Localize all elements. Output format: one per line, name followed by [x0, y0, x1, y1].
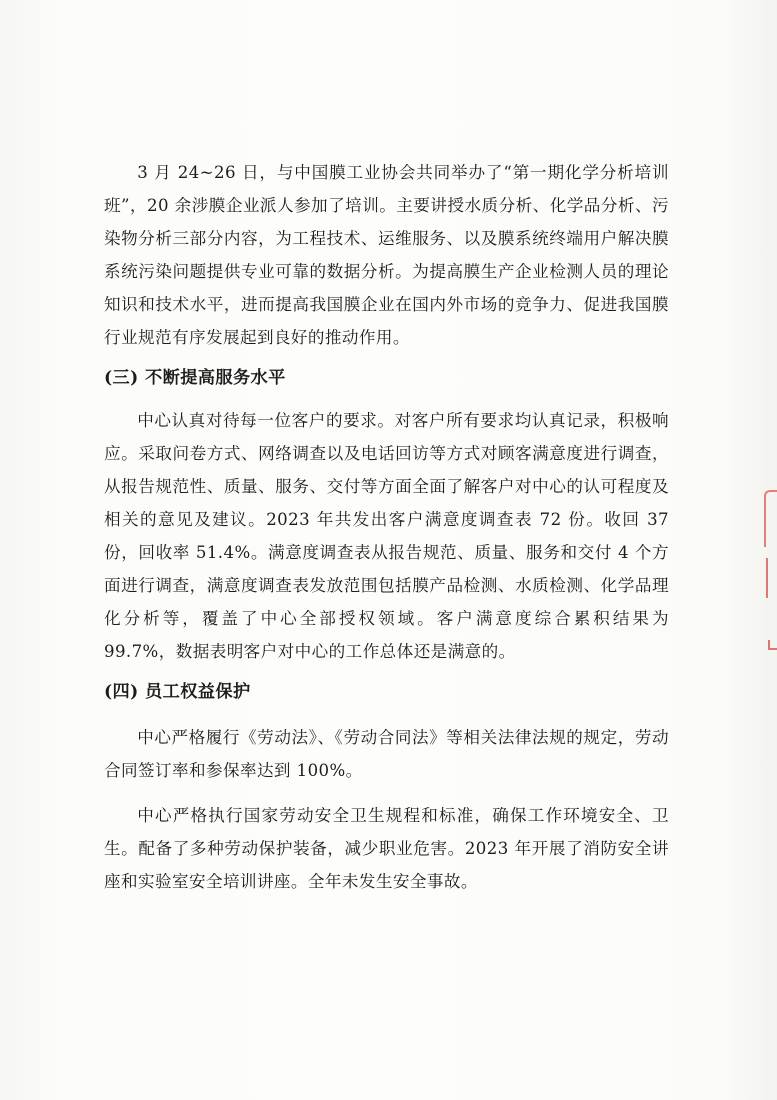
section-heading-service-level: (三) 不断提高服务水平 [104, 368, 286, 388]
document-body [104, 156, 669, 898]
paragraph-customer-satisfaction: 中心认真对待每一位客户的要求。对客户所有要求均认真记录，积极响应。采取问卷方式、网络调查以及电话回访等方式对顾客满意度进行调查，从报告规范性、质量、服务、交付等方面全面了解客户对中心的认可程度及相关的意见及建议。2023 年共发出客户满意度调查表 72 份。收回 37 份，回收率 51.4%。满意度调查表从报告规范、质量、服务和交付 4 个方面进行调查，满意度调查表发放范围包括膜产品检测、水质检测、化学品理化分析等，覆盖了中心全部授权领域。客户满意度综合累积结果为 99.7%，数据表明客户对中心的工作总体还是满意的。 [104, 411, 669, 661]
red-seal-stamp-edge [762, 490, 777, 660]
stamp-fragment [768, 640, 777, 650]
stamp-fragment [764, 490, 777, 547]
stamp-fragment [766, 558, 777, 598]
paragraph-safety: 中心严格执行国家劳动安全卫生规程和标准，确保工作环境安全、卫生。配备了多种劳动保护装备，减少职业危害。2023 年开展了消防安全讲座和实验室安全培训讲座。全年未发生安全事故。 [104, 806, 669, 891]
paragraph-labor-law: 中心严格履行《劳动法》、《劳动合同法》等相关法律法规的规定，劳动合同签订率和参保率达到 100%。 [104, 728, 669, 780]
section-heading-employee-rights: (四) 员工权益保护 [104, 682, 251, 702]
paragraph-training-course: 3 月 24~26 日，与中国膜工业协会共同举办了“第一期化学分析培训班”，20 余涉膜企业派人参加了培训。主要讲授水质分析、化学品分析、污染物分析三部分内容，为工程技术、运维服务、以及膜系统终端用户解决膜系统污染问题提供专业可靠的数据分析。为提高膜生产企业检测人员的理论知识和技术水平，进而提高我国膜企业在国内外市场的竞争力、促进我国膜行业规范有序发展起到良好的推动作用。 [104, 163, 669, 347]
